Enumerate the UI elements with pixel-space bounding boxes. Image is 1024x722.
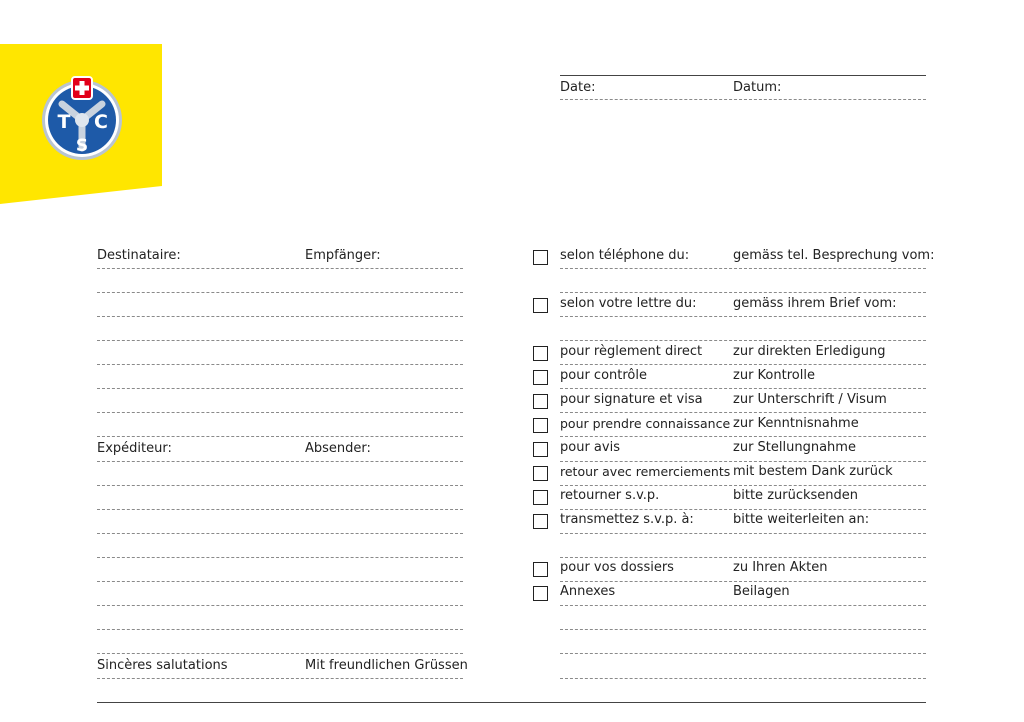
sender-label-de: Absender:	[305, 441, 371, 456]
recipient-line[interactable]	[97, 412, 463, 413]
checkbox-return-thanks[interactable]	[533, 466, 548, 481]
sender-line[interactable]	[97, 461, 463, 462]
annex-line[interactable]	[560, 653, 926, 654]
sender-line[interactable]	[97, 629, 463, 630]
option-line	[560, 485, 926, 486]
checkbox-phone[interactable]	[533, 250, 548, 265]
option-control-fr: pour contrôle	[560, 368, 647, 383]
checkbox-return[interactable]	[533, 490, 548, 505]
option-line	[560, 436, 926, 437]
option-acknowledge-de: zur Kenntnisnahme	[733, 416, 859, 431]
annex-line[interactable]	[560, 678, 926, 679]
recipient-label-fr: Destinataire:	[97, 248, 181, 263]
option-forward-fr: transmettez s.v.p. à:	[560, 512, 694, 527]
checkbox-opinion[interactable]	[533, 442, 548, 457]
recipient-line[interactable]	[97, 340, 463, 341]
option-line[interactable]	[560, 533, 926, 534]
logo-letter-s: S	[75, 136, 89, 156]
sender-label-fr: Expéditeur:	[97, 441, 172, 456]
option-line[interactable]	[560, 292, 926, 293]
option-opinion-fr: pour avis	[560, 440, 620, 455]
annex-line[interactable]	[560, 629, 926, 630]
logo-letter-c: C	[94, 111, 108, 133]
option-line[interactable]	[560, 557, 926, 558]
option-line	[560, 581, 926, 582]
sender-line[interactable]	[97, 509, 463, 510]
option-forward-de: bitte weiterleiten an:	[733, 512, 870, 527]
closing-label-fr: Sincères salutations	[97, 658, 228, 673]
sender-line[interactable]	[97, 653, 463, 654]
option-files-fr: pour vos dossiers	[560, 560, 674, 575]
option-annexes-de: Beilagen	[733, 584, 790, 599]
checkbox-signature[interactable]	[533, 394, 548, 409]
recipient-line[interactable]	[97, 364, 463, 365]
checkbox-control[interactable]	[533, 370, 548, 385]
sender-line[interactable]	[97, 533, 463, 534]
checkbox-acknowledge[interactable]	[533, 418, 548, 433]
sender-line[interactable]	[97, 605, 463, 606]
recipient-line[interactable]	[97, 268, 463, 269]
recipient-line[interactable]	[97, 436, 463, 437]
option-line	[560, 412, 926, 413]
option-opinion-de: zur Stellungnahme	[733, 440, 856, 455]
option-return-thanks-fr: retour avec remerciements	[560, 464, 731, 479]
option-line[interactable]	[560, 268, 926, 269]
date-label-fr: Date:	[560, 80, 596, 95]
date-label-de: Datum:	[733, 80, 782, 95]
option-direct-settlement-de: zur direkten Erledigung	[733, 344, 886, 359]
option-line	[560, 509, 926, 510]
option-line	[560, 388, 926, 389]
option-control-de: zur Kontrolle	[733, 368, 815, 383]
checkbox-annexes[interactable]	[533, 586, 548, 601]
recipient-label-de: Empfänger:	[305, 248, 381, 263]
option-phone-fr: selon téléphone du:	[560, 248, 690, 263]
bottom-rule	[97, 702, 926, 703]
recipient-line[interactable]	[97, 292, 463, 293]
sender-line[interactable]	[97, 485, 463, 486]
checkbox-forward[interactable]	[533, 514, 548, 529]
logo-letter-t: T	[57, 111, 71, 133]
option-line[interactable]	[560, 340, 926, 341]
option-annexes-fr: Annexes	[560, 584, 616, 599]
option-acknowledge-fr: pour prendre connaissance	[560, 416, 731, 431]
tcs-logo-icon	[38, 74, 126, 162]
option-letter-fr: selon votre lettre du:	[560, 296, 697, 311]
checkbox-direct-settlement[interactable]	[533, 346, 548, 361]
option-letter-de: gemäss ihrem Brief vom:	[733, 296, 897, 311]
signature-line[interactable]	[97, 678, 463, 679]
date-top-line	[560, 75, 926, 76]
option-line	[560, 461, 926, 462]
option-line	[560, 364, 926, 365]
option-return-fr: retourner s.v.p.	[560, 488, 660, 503]
checkbox-files[interactable]	[533, 562, 548, 577]
option-signature-de: zur Unterschrift / Visum	[733, 392, 887, 407]
option-return-de: bitte zurücksenden	[733, 488, 859, 503]
recipient-line[interactable]	[97, 316, 463, 317]
option-phone-de: gemäss tel. Besprechung vom:	[733, 248, 935, 263]
recipient-line[interactable]	[97, 388, 463, 389]
option-signature-fr: pour signature et visa	[560, 392, 703, 407]
option-line[interactable]	[560, 316, 926, 317]
sender-line[interactable]	[97, 557, 463, 558]
sender-line[interactable]	[97, 581, 463, 582]
option-direct-settlement-fr: pour règlement direct	[560, 344, 703, 359]
date-field[interactable]	[560, 99, 926, 100]
annex-line[interactable]	[560, 605, 926, 606]
closing-label-de: Mit freundlichen Grüssen	[305, 658, 468, 673]
checkbox-letter[interactable]	[533, 298, 548, 313]
option-return-thanks-de: mit bestem Dank zurück	[733, 464, 893, 479]
option-files-de: zu Ihren Akten	[733, 560, 828, 575]
